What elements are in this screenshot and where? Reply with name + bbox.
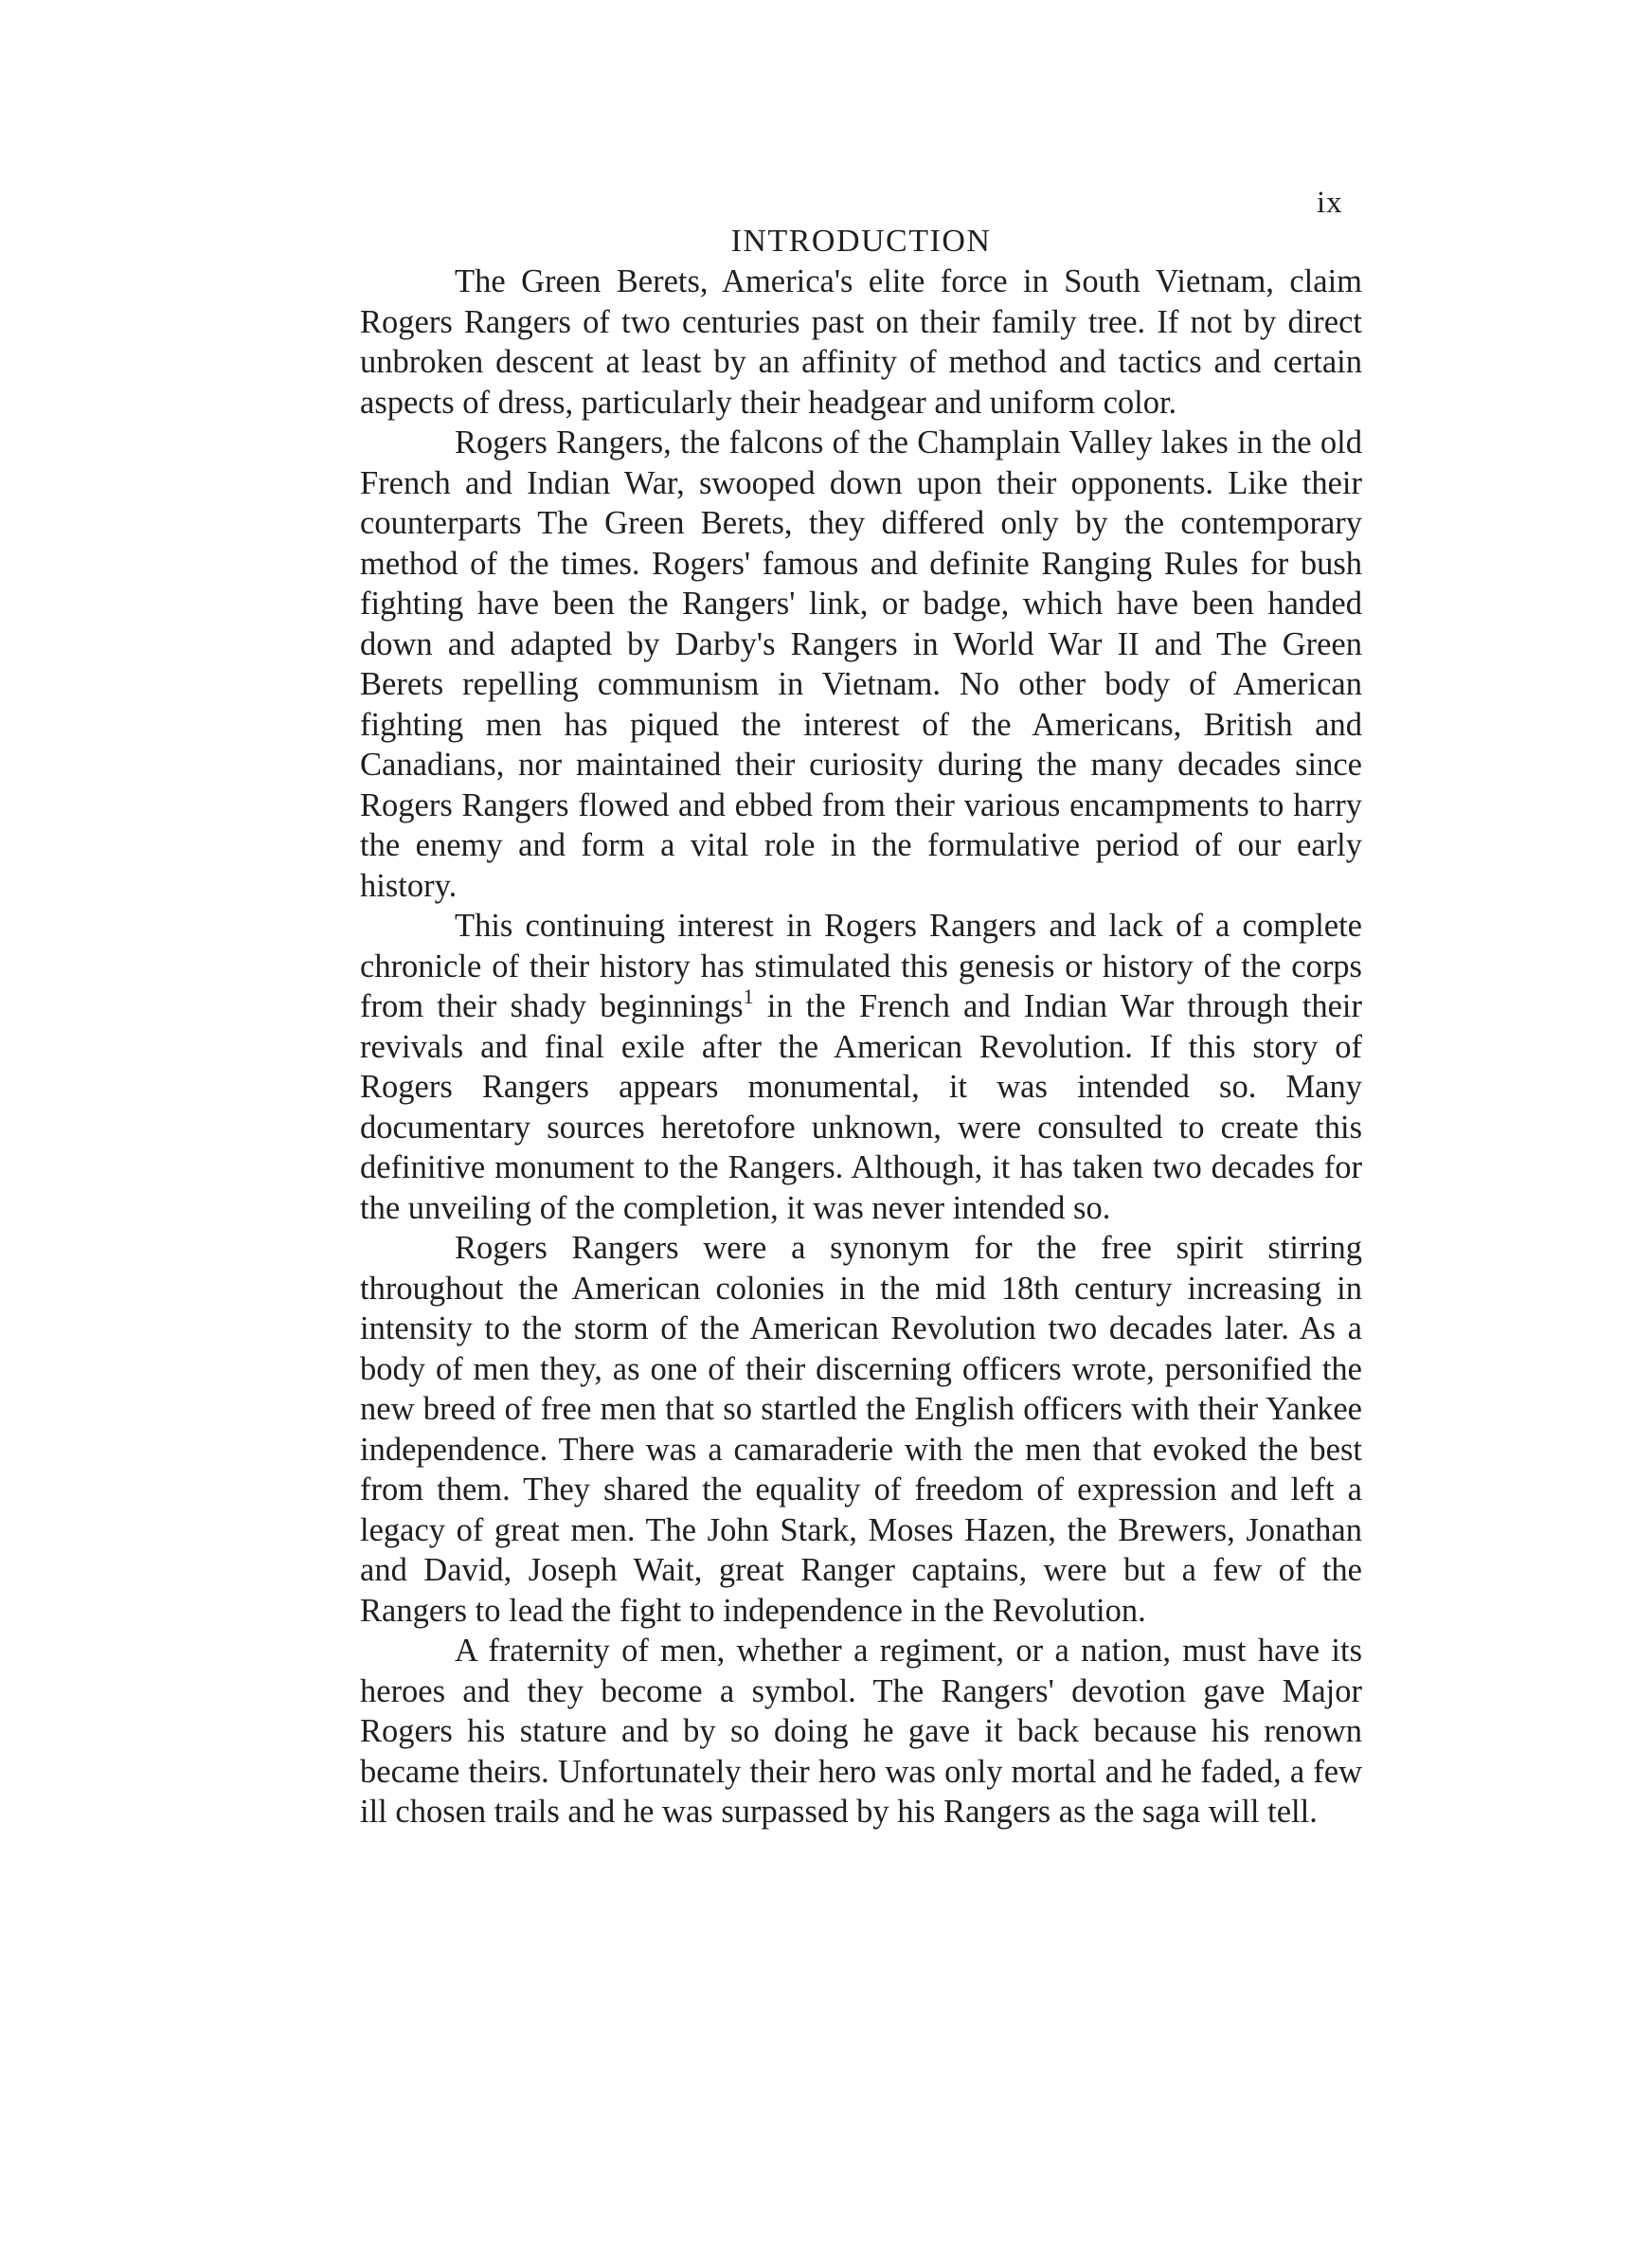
paragraph-3-text-before: This continuing interest in Rogers Rangers and lack of a complete chronicle of their history has stimulated this genesis or history of the corps from their shady beginnings: [360, 908, 1362, 1024]
paragraph-4: Rogers Rangers were a synonym for the free spirit stirring throughout the American colonies in the mid 18th century increasing in intensity to the storm of the American Revolution two decades later. As a body of men they, as one of their discerning officers wrote, personified the new breed of free men that so startled the English officers with their Yankee independence. There was a camaraderie with the men that evoked the best from them. They shared the equality of freedom of expression and left a legacy of great men. The John Stark, Moses Hazen, the Brewers, Jonathan and David, Joseph Wait, great Ranger captains, were but a few of the Rangers to lead the fight to independence in the Revolution.: [360, 1230, 1362, 1629]
paragraph-3-text-after: in the French and Indian War through their revivals and final exile after the American Revolution. If this story of Rogers Rangers appears monumental, it was intended so. Many documentary sources heretofore unknown, were consulted to create this definitive monument to the Rangers. Although, it has taken two decades for the unveiling of the completion, it was never intended so.: [360, 988, 1362, 1226]
paragraph-3: [360, 906, 1362, 1228]
page-title: INTRODUCTION: [730, 224, 992, 259]
page-number: ix: [1317, 186, 1343, 220]
body-text: [360, 262, 1362, 1833]
paragraph-5: A fraternity of men, whether a regiment, or a nation, must have its heroes and they become a symbol. The Rangers' devotion gave Major Rogers his stature and by so doing he gave it back because his renown became theirs. Unfortunately their hero was only mortal and he faded, a few ill chosen trails and he was surpassed by his Rangers as the saga will tell.: [360, 1633, 1362, 1830]
footnote-marker: 1: [743, 984, 754, 1008]
paragraph-2: Rogers Rangers, the falcons of the Champlain Valley lakes in the old French and Indian War, swooped down upon their opponents. Like their counterparts The Green Berets, they differed only by the contemporary method of the times. Rogers' famous and definite Ranging Rules for bush fighting have been the Rangers' link, or badge, which have been handed down and adapted by Darby's Rangers in World War II and The Green Berets repelling communism in Vietnam. No other body of American fighting men has piqued the interest of the Americans, British and Canadians, nor maintained their curiosity during the many decades since Rogers Rangers flowed and ebbed from their various encampments to harry the enemy and form a vital role in the formulative period of our early history.: [360, 424, 1362, 904]
paragraph-1: The Green Berets, America's elite force in South Vietnam, claim Rogers Rangers of two centuries past on their family tree. If not by direct unbroken descent at least by an affinity of method and tactics and certain aspects of dress, particularly their headgear and uniform color.: [360, 263, 1362, 421]
